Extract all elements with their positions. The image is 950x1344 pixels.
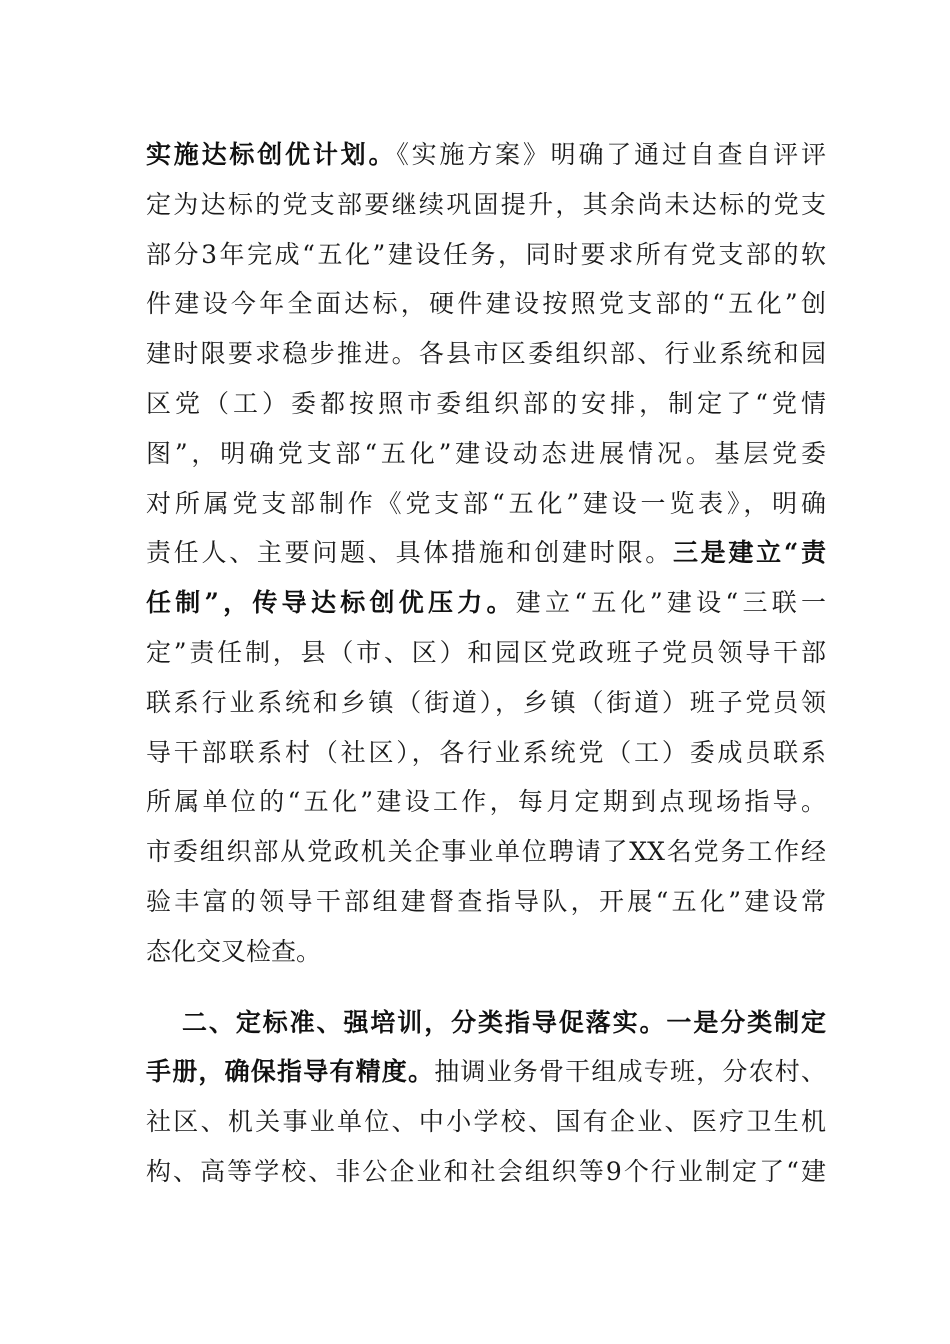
body-text: 所属单位的“五化”建设工作，每月定期到点现场指导。	[146, 787, 826, 817]
bold-heading-text: 实施达标创优计划。	[146, 140, 397, 169]
bold-heading-text: 二、定标准、强培训，分类指导促落实。一是分类制定	[182, 1007, 826, 1037]
text-line	[146, 1147, 826, 1197]
text-line	[146, 429, 826, 479]
text-line	[146, 728, 826, 778]
text-line	[146, 279, 826, 329]
text-line	[146, 777, 826, 827]
body-text: 构、高等学校、非公企业和社会组织等9个行业制定了“建	[146, 1156, 826, 1186]
body-text: 建时限要求稳步推进。各县市区委组织部、行业系统和园	[146, 339, 826, 369]
body-text: 责任人、主要问题、具体措施和创建时限。	[146, 538, 673, 568]
bold-heading-text: 手册，确保指导有精度。	[146, 1057, 435, 1087]
body-text: 态化交叉检查。	[146, 936, 322, 966]
body-text: 区党（工）委都按照市委组织部的安排，制定了“党情	[146, 388, 826, 418]
text-line	[146, 329, 826, 379]
body-text: 社区、机关事业单位、中小学校、国有企业、医疗卫生机	[146, 1107, 826, 1137]
text-line	[146, 578, 826, 628]
text-line	[146, 379, 826, 429]
text-line	[146, 528, 826, 578]
text-line	[146, 1097, 826, 1147]
body-text: 导干部联系村（社区），各行业系统党（工）委成员联系	[146, 737, 826, 767]
body-text: 部分3年完成“五化”建设任务，同时要求所有党支部的软	[146, 239, 826, 269]
text-line	[146, 877, 826, 927]
bold-heading-text: 三是建立“责	[672, 538, 826, 568]
text-line	[146, 628, 826, 678]
body-text: 图”，明确党支部“五化”建设动态进展情况。基层党委	[146, 438, 826, 468]
body-text: 定为达标的党支部要继续巩固提升，其余尚未达标的党支	[146, 189, 826, 219]
text-line	[146, 230, 826, 280]
body-text: 建立“五化”建设“三联一	[515, 588, 826, 618]
body-text: 验丰富的领导干部组建督查指导队，开展“五化”建设常	[146, 886, 826, 916]
text-line	[146, 479, 826, 529]
bold-heading-text: 任制”，传导达标创优压力。	[146, 588, 516, 618]
text-line	[146, 998, 826, 1048]
text-line	[146, 180, 826, 230]
document-body	[146, 130, 826, 1197]
body-text: 抽调业务骨干组成专班，分农村、	[434, 1057, 826, 1087]
body-text: 联系行业系统和乡镇（街道），乡镇（街道）班子党员领	[146, 687, 826, 717]
text-line	[146, 827, 826, 877]
text-line	[146, 678, 826, 728]
text-line	[146, 927, 826, 977]
text-line	[146, 130, 826, 180]
body-text: 市委组织部从党政机关企事业单位聘请了XX名党务工作经	[146, 837, 826, 867]
body-text: 定”责任制，县（市、区）和园区党政班子党员领导干部	[146, 637, 826, 667]
body-text: 《实施方案》明确了通过自查自评评	[396, 140, 826, 169]
body-text: 对所属党支部制作《党支部“五化”建设一览表》，明确	[146, 488, 826, 518]
text-line	[146, 1047, 826, 1097]
body-text: 件建设今年全面达标，硬件建设按照党支部的“五化”创	[146, 289, 826, 319]
